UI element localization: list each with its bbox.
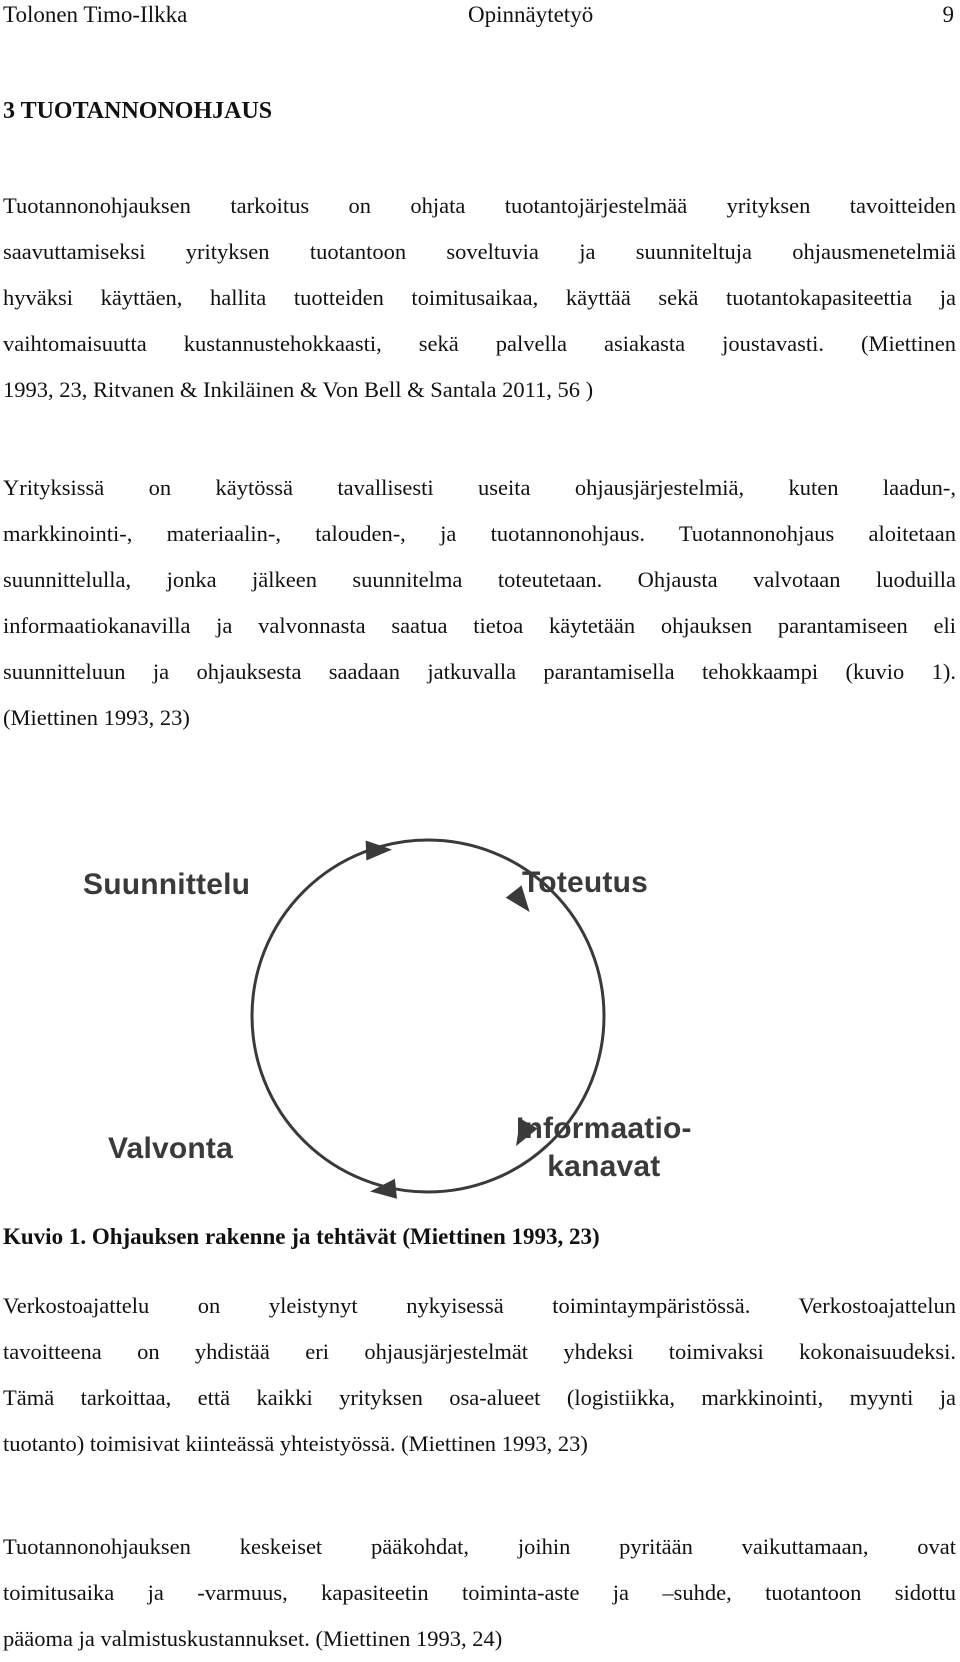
paragraph-line: vaihtomaisuutta kustannustehokkaasti, sekä palvella asiakasta joustavasti. (Miettinen	[3, 331, 956, 356]
paragraph-line: markkinointi-, materiaalin-, talouden-, ja tuotannonohjaus. Tuotannonohjaus aloitetaan	[3, 521, 956, 546]
label-informaatio-line1: Informaatio-	[516, 1112, 692, 1145]
paragraph-1	[3, 183, 956, 413]
paragraph-line: hyväksi käyttäen, hallita tuotteiden toimitusaikaa, käyttää sekä tuotantokapasiteettia ja	[3, 285, 956, 310]
paragraph-line: Tuotannonohjauksen keskeiset pääkohdat, joihin pyritään vaikuttamaan, ovat	[3, 1534, 956, 1559]
paragraph-3	[3, 1283, 956, 1467]
arrow-top-icon	[366, 840, 393, 861]
label-informaatiokanavat	[516, 1110, 692, 1186]
paragraph-2	[3, 465, 956, 741]
paragraph-line: (Miettinen 1993, 23)	[3, 705, 190, 730]
label-valvonta: Valvonta	[108, 1132, 233, 1165]
label-toteutus: Toteutus	[522, 866, 649, 899]
header-page-number: 9	[942, 2, 954, 27]
paragraph-line: 1993, 23, Ritvanen & Inkiläinen & Von Bell & Santala 2011, 56 )	[3, 377, 594, 402]
header-author: Tolonen Timo-Ilkka	[3, 2, 188, 27]
header-doc-type: Opinnäytetyö	[468, 2, 594, 27]
paragraph-line: Verkostoajattelu on yleistynyt nykyisessä toimintaympäristössä. Verkostoajattelun	[3, 1293, 956, 1318]
paragraph-line: suunnitteluun ja ohjauksesta saadaan jatkuvalla parantamisella tehokkaampi (kuvio 1).	[3, 659, 956, 684]
control-cycle-figure	[0, 822, 960, 1204]
paragraph-line: toimitusaika ja -varmuus, kapasiteetin toiminta-aste ja –suhde, tuotantoon sidottu	[3, 1580, 956, 1605]
section-heading: 3 TUOTANNONOHJAUS	[3, 98, 273, 124]
paragraph-line: informaatiokanavilla ja valvonnasta saatua tietoa käytetään ohjauksen parantamiseen eli	[3, 613, 956, 638]
paragraph-line: pääoma ja valmistuskustannukset. (Miettinen 1993, 24)	[3, 1626, 503, 1651]
figure-caption: Kuvio 1. Ohjauksen rakenne ja tehtävät (Miettinen 1993, 23)	[3, 1224, 600, 1249]
paragraph-line: tavoitteena on yhdistää eri ohjausjärjestelmät yhdeksi toimivaksi kokonaisuudeksi.	[3, 1339, 956, 1364]
paragraph-line: suunnittelulla, jonka jälkeen suunnitelma toteutetaan. Ohjausta valvotaan luoduilla	[3, 567, 956, 592]
paragraph-line: Tämä tarkoittaa, että kaikki yrityksen osa-alueet (logistiikka, markkinointi, myynti ja	[3, 1385, 956, 1410]
paragraph-line: Tuotannonohjauksen tarkoitus on ohjata tuotantojärjestelmää yrityksen tavoitteiden	[3, 193, 956, 218]
paragraph-4	[3, 1524, 956, 1662]
paragraph-line: tuotanto) toimisivat kiinteässä yhteistyössä. (Miettinen 1993, 23)	[3, 1431, 588, 1456]
paragraph-line: Yrityksissä on käytössä tavallisesti useita ohjausjärjestelmiä, kuten laadun-,	[3, 475, 956, 500]
label-suunnittelu: Suunnittelu	[83, 868, 251, 901]
paragraph-line: saavuttamiseksi yrityksen tuotantoon soveltuvia ja suunniteltuja ohjausmenetelmiä	[3, 239, 956, 264]
page-header	[0, 0, 960, 30]
label-informaatio-line2: kanavat	[547, 1150, 661, 1183]
